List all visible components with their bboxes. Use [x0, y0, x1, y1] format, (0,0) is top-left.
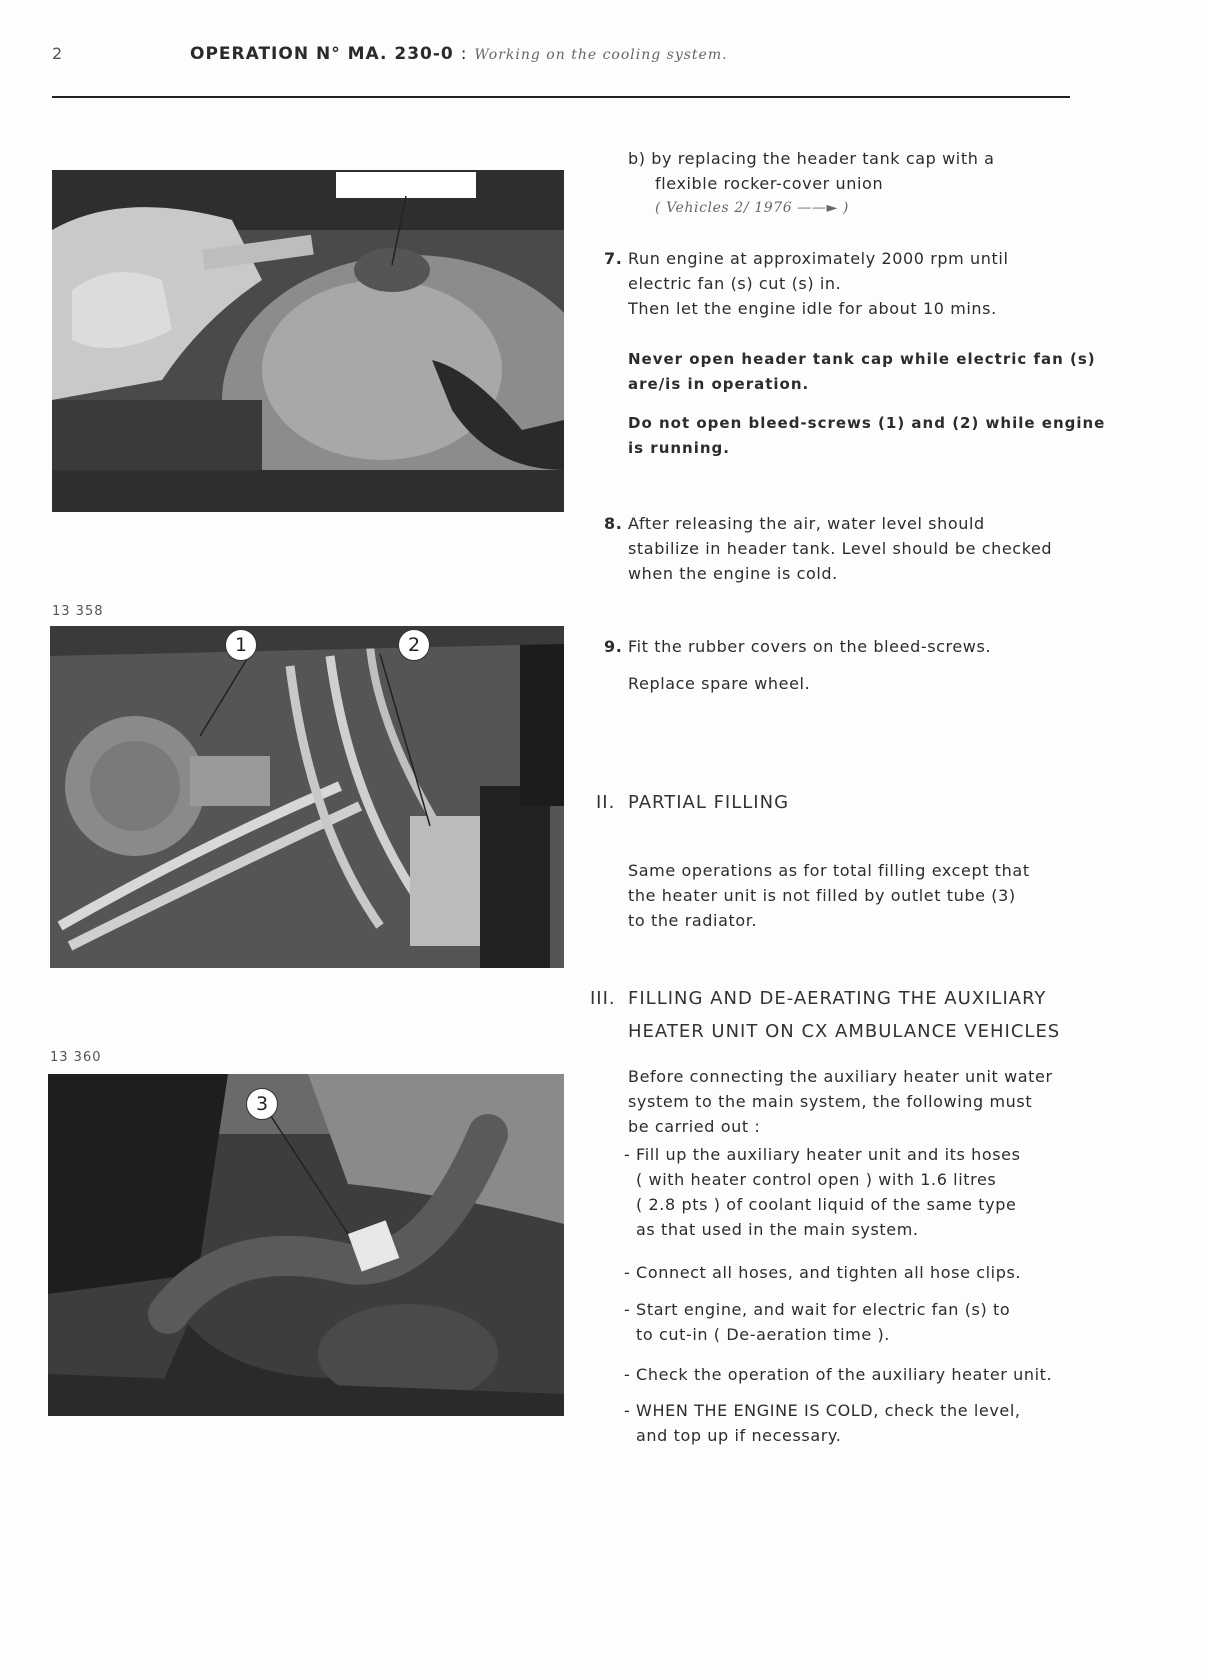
leader-line: [52, 170, 564, 512]
bullet-line: to cut-in ( De-aeration time ).: [636, 1325, 890, 1344]
step-number: 9.: [604, 637, 623, 656]
section-3-line: system to the main system, the following must: [628, 1092, 1033, 1111]
step-9-line: Replace spare wheel.: [628, 674, 811, 693]
page-number: 2: [52, 44, 63, 63]
step-8-line: when the engine is cold.: [628, 564, 838, 583]
bullet-line: ( 2.8 pts ) of coolant liquid of the same type: [636, 1195, 1017, 1214]
section-2-heading: [596, 792, 789, 813]
section-2-body: [628, 858, 1030, 933]
section-2-line: the heater unit is not filled by outlet tube (3): [628, 886, 1016, 905]
warning-line: Never open header tank cap while electric fan (s): [628, 350, 1096, 368]
warning-fan: [628, 347, 1096, 397]
bullet-line: - Fill up the auxiliary heater unit and its hoses: [624, 1145, 1021, 1164]
section-3-intro: [628, 1064, 1053, 1139]
bullet-line: and top up if necessary.: [636, 1426, 842, 1445]
section-3-line: Before connecting the auxiliary heater unit water: [628, 1067, 1053, 1086]
step-7-line: Run engine at approximately 2000 rpm until: [628, 249, 1009, 268]
section-3-heading: [590, 982, 1060, 1048]
header-rule: [52, 96, 1070, 98]
page-subtitle: Working on the cooling system.: [474, 47, 728, 63]
bullet-line: as that used in the main system.: [636, 1220, 919, 1239]
photo-bleed-screws: [50, 626, 564, 968]
section-numeral: III.: [590, 988, 616, 1009]
step-7-line: electric fan (s) cut (s) in.: [628, 274, 842, 293]
photo-outlet-tube-drawing: [48, 1074, 564, 1416]
page-title: [190, 44, 728, 64]
section-title: FILLING AND DE-AERATING THE AUXILIARY: [628, 988, 1047, 1009]
section-3-bullet-check: - Check the operation of the auxiliary heater unit.: [624, 1365, 1053, 1384]
figure-caption: 13 360: [50, 1050, 102, 1065]
step-8-line: After releasing the air, water level should: [628, 514, 985, 533]
section-3-bullet-start: [624, 1297, 1010, 1347]
step-9: [604, 634, 991, 696]
warning-line: Do not open bleed-screws (1) and (2) while engine: [628, 414, 1106, 432]
step-number: 7.: [604, 249, 623, 268]
step-8-line: stabilize in header tank. Level should be checked: [628, 539, 1053, 558]
section-2-line: Same operations as for total filling except that: [628, 861, 1030, 880]
warning-line: are/is in operation.: [628, 375, 810, 393]
callout-1: 1: [225, 629, 257, 661]
warning-bleed-screws: [628, 411, 1105, 461]
callout-3: 3: [246, 1088, 278, 1120]
step-8: [604, 511, 1052, 586]
step-b: [628, 146, 995, 221]
section-3-bullet-fill: [624, 1142, 1021, 1242]
bullet-line: - WHEN THE ENGINE IS COLD, check the level,: [624, 1401, 1021, 1420]
step-b-line: flexible rocker-cover union: [655, 174, 884, 193]
section-title: HEATER UNIT ON CX AMBULANCE VEHICLES: [628, 1021, 1061, 1042]
photo-outlet-tube: [48, 1074, 564, 1416]
title-separator: :: [460, 44, 468, 64]
operation-number: OPERATION N° MA. 230-0: [190, 44, 454, 64]
callout-2: 2: [398, 629, 430, 661]
section-2-line: to the radiator.: [628, 911, 758, 930]
photo-header-tank-cap: [52, 170, 564, 512]
step-7-line: Then let the engine idle for about 10 mins.: [628, 299, 997, 318]
section-3-line: be carried out :: [628, 1117, 761, 1136]
section-3-bullet-connect: - Connect all hoses, and tighten all hose clips.: [624, 1263, 1022, 1282]
step-b-line: b) by replacing the header tank cap with a: [628, 149, 995, 168]
step-b-vehicles: ( Vehicles 2/ 1976 ——► ): [655, 200, 849, 216]
bullet-line: - Start engine, and wait for electric fan (s) to: [624, 1300, 1011, 1319]
warning-line: is running.: [628, 439, 730, 457]
bullet-line: ( with heater control open ) with 1.6 litres: [636, 1170, 997, 1189]
section-title: PARTIAL FILLING: [628, 792, 790, 813]
step-number: 8.: [604, 514, 623, 533]
section-numeral: II.: [596, 792, 616, 813]
figure-caption: 13 358: [52, 604, 104, 619]
step-9-line: Fit the rubber covers on the bleed-screws.: [628, 637, 992, 656]
step-7: [604, 246, 1009, 321]
section-3-bullet-cold: [624, 1398, 1021, 1448]
photo-bleed-screws-drawing: [50, 626, 564, 968]
